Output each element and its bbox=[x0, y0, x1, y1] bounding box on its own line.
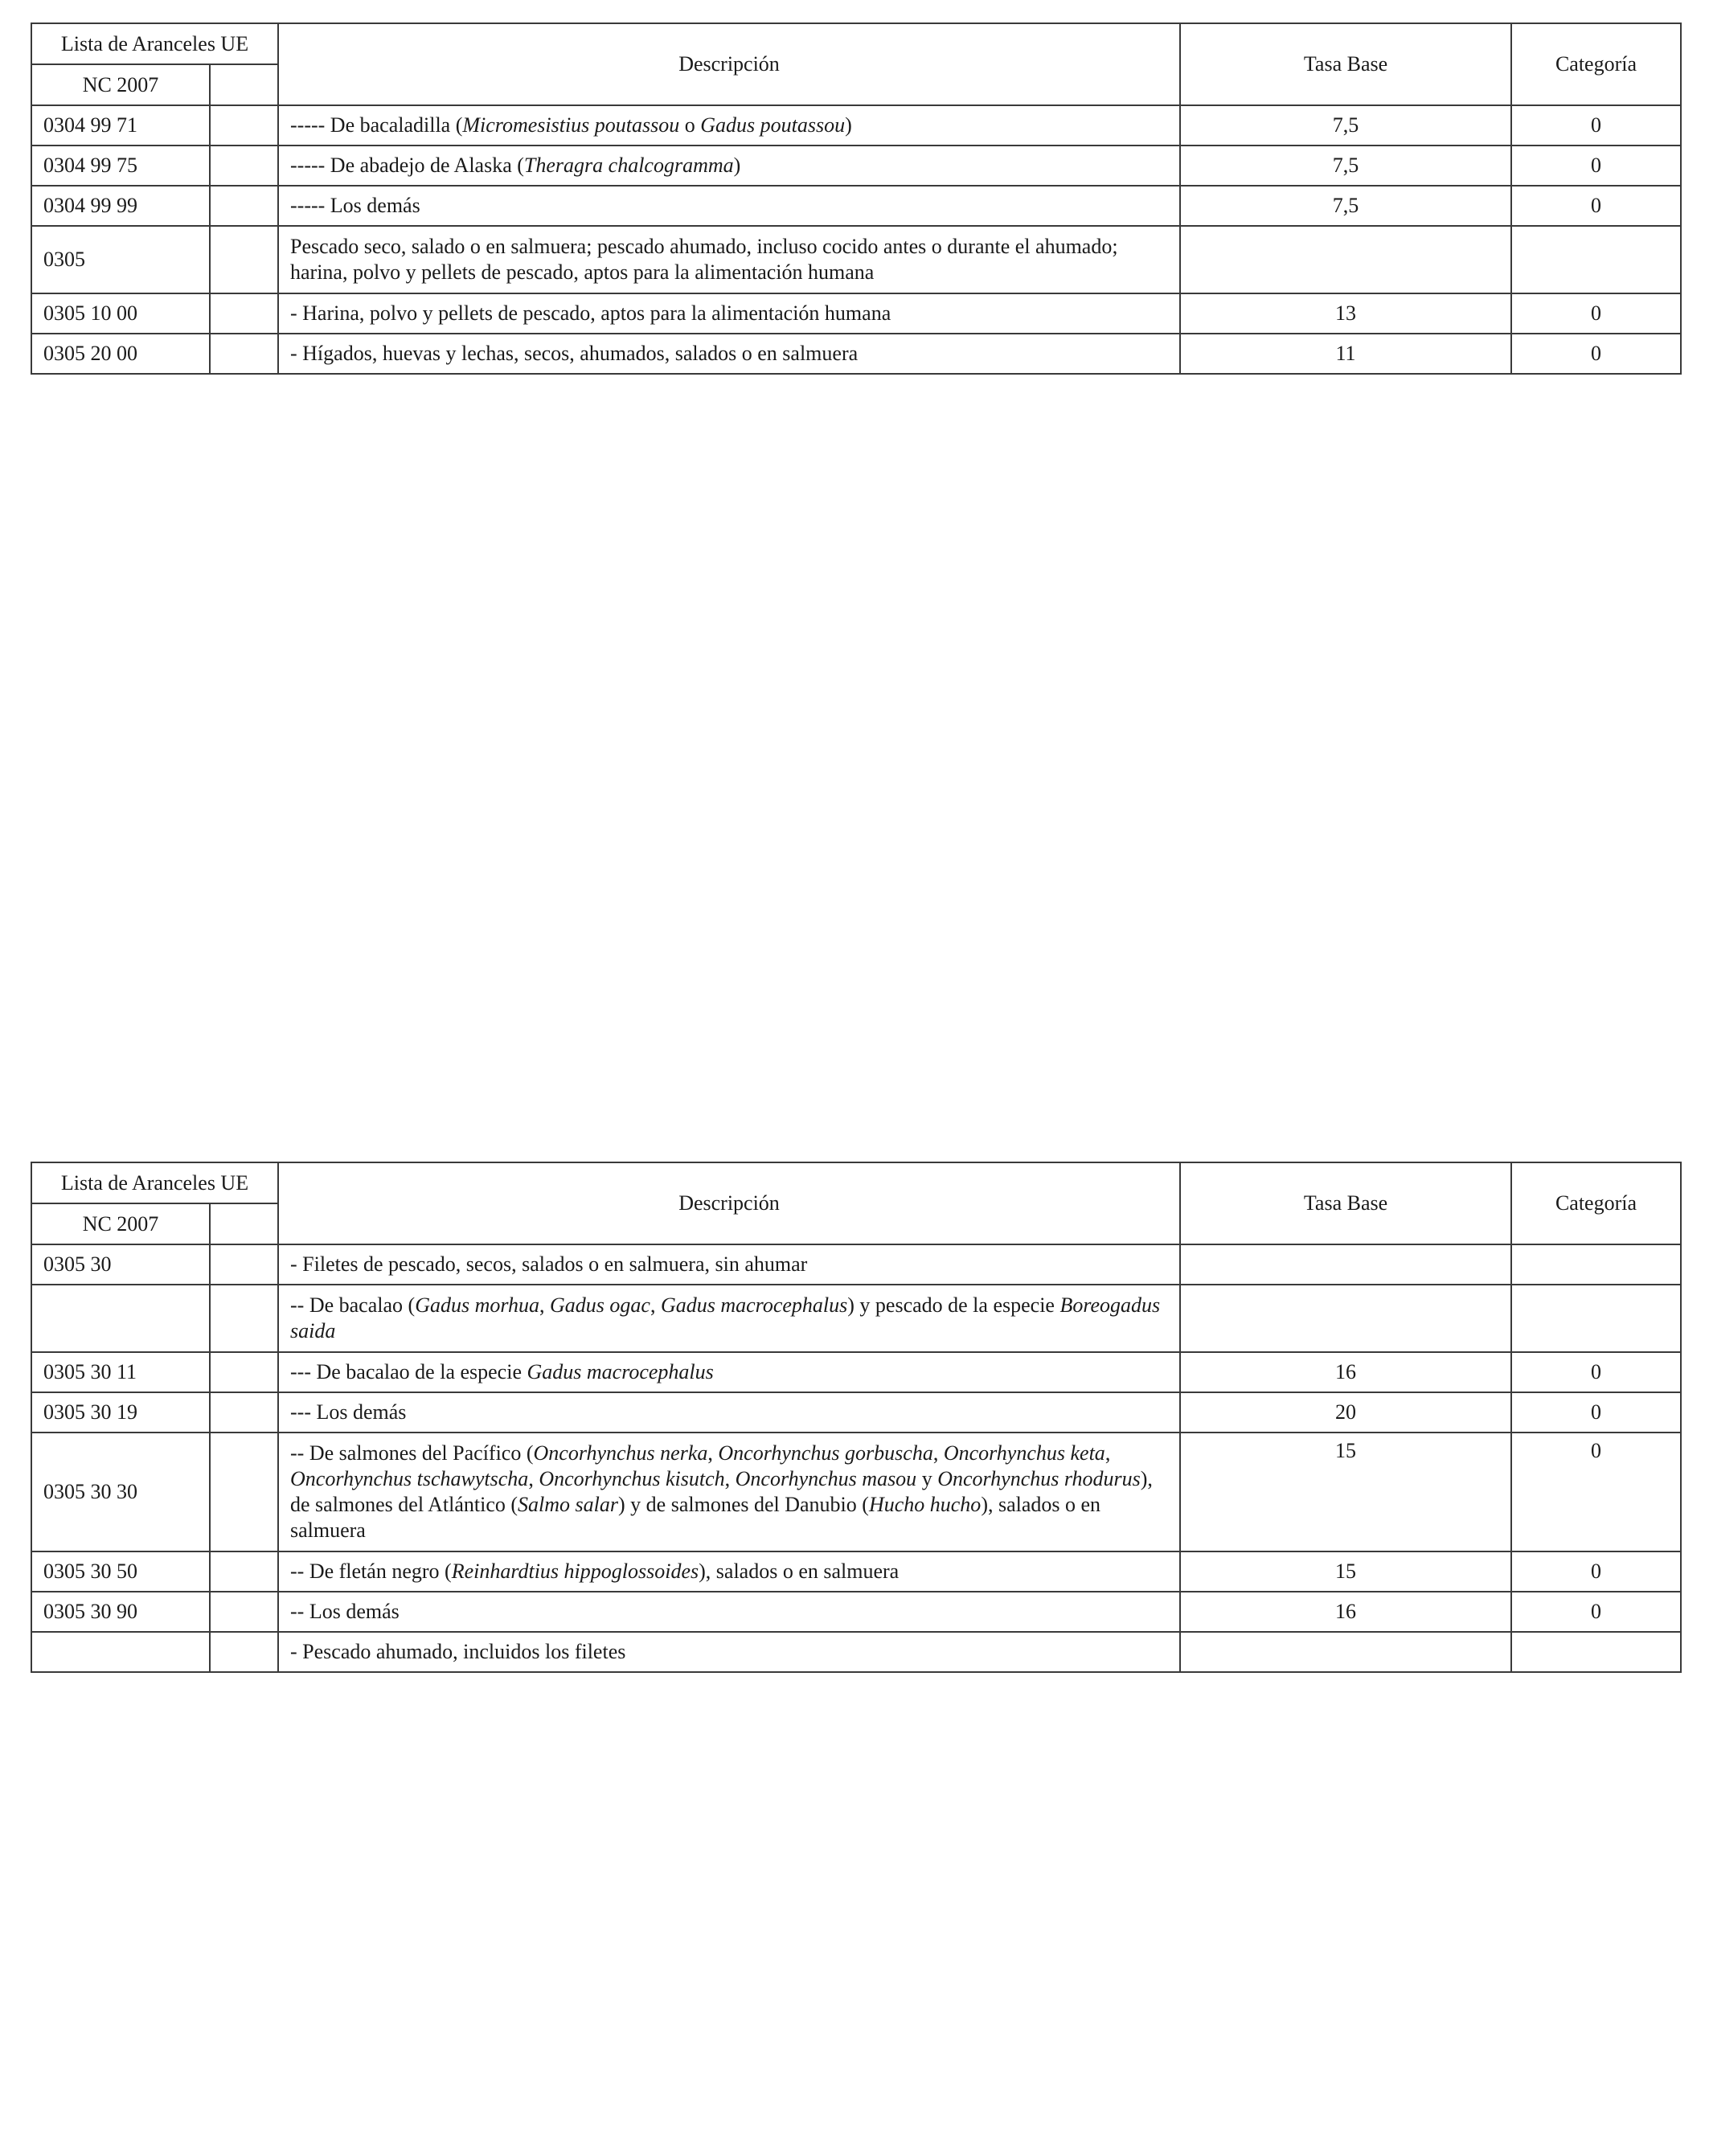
code-cell: 0305 30 19 bbox=[31, 1392, 210, 1433]
header-description: Descripción bbox=[278, 1162, 1180, 1244]
category-cell: 0 bbox=[1511, 186, 1681, 226]
rate-cell bbox=[1180, 1632, 1511, 1672]
rate-cell: 16 bbox=[1180, 1352, 1511, 1392]
table-row bbox=[31, 1551, 1681, 1592]
header-description: Descripción bbox=[278, 23, 1180, 105]
table-row bbox=[31, 146, 1681, 186]
description-cell: ----- De bacaladilla (Micromesistius poutassou o Gadus poutassou) bbox=[278, 105, 1180, 146]
code-cell: 0305 30 50 bbox=[31, 1551, 210, 1592]
header-nc: NC 2007 bbox=[31, 64, 210, 105]
description-cell: - Hígados, huevas y lechas, secos, ahumados, salados o en salmuera bbox=[278, 334, 1180, 374]
description-cell: -- Los demás bbox=[278, 1592, 1180, 1632]
blank-cell bbox=[210, 1592, 278, 1632]
description-cell: - Pescado ahumado, incluidos los filetes bbox=[278, 1632, 1180, 1672]
code-cell: 0304 99 75 bbox=[31, 146, 210, 186]
category-cell: 0 bbox=[1511, 334, 1681, 374]
table-row bbox=[31, 105, 1681, 146]
code-cell: 0305 30 30 bbox=[31, 1433, 210, 1551]
blank-cell bbox=[210, 186, 278, 226]
code-cell: 0304 99 99 bbox=[31, 186, 210, 226]
description-cell: --- Los demás bbox=[278, 1392, 1180, 1433]
rate-cell: 7,5 bbox=[1180, 186, 1511, 226]
description-cell: - Harina, polvo y pellets de pescado, aptos para la alimentación humana bbox=[278, 293, 1180, 334]
category-cell: 0 bbox=[1511, 146, 1681, 186]
code-cell: 0305 30 11 bbox=[31, 1352, 210, 1392]
table-row bbox=[31, 1433, 1681, 1551]
description-cell: -- De salmones del Pacífico (Oncorhynchus nerka, Oncorhynchus gorbuscha, Oncorhynchus keta, Oncorhynchus tschawytscha, Oncorhynchus kisutch, Oncorhynchus masou y Oncorhynchus rhodurus), de salmones del Atlántico (Salmo salar) y de salmones del Danubio (Hucho hucho), salados o en salmuera bbox=[278, 1433, 1180, 1551]
description-cell: ----- De abadejo de Alaska (Theragra chalcogramma) bbox=[278, 146, 1180, 186]
header-category: Categoría bbox=[1511, 1162, 1681, 1244]
code-cell: 0304 99 71 bbox=[31, 105, 210, 146]
blank-cell bbox=[210, 226, 278, 293]
description-cell: - Filetes de pescado, secos, salados o en salmuera, sin ahumar bbox=[278, 1244, 1180, 1285]
header-list: Lista de Aranceles UE bbox=[31, 1162, 278, 1203]
rate-cell: 16 bbox=[1180, 1592, 1511, 1632]
rate-cell bbox=[1180, 226, 1511, 293]
rate-cell: 15 bbox=[1180, 1433, 1511, 1551]
blank-cell bbox=[210, 146, 278, 186]
code-cell bbox=[31, 1285, 210, 1352]
header-list: Lista de Aranceles UE bbox=[31, 23, 278, 64]
category-cell: 0 bbox=[1511, 1592, 1681, 1632]
blank-cell bbox=[210, 1433, 278, 1551]
rate-cell: 15 bbox=[1180, 1551, 1511, 1592]
header-base-rate: Tasa Base bbox=[1180, 23, 1511, 105]
rate-cell: 20 bbox=[1180, 1392, 1511, 1433]
category-cell: 0 bbox=[1511, 293, 1681, 334]
description-cell: --- De bacalao de la especie Gadus macrocephalus bbox=[278, 1352, 1180, 1392]
table-row bbox=[31, 1244, 1681, 1285]
description-cell: Pescado seco, salado o en salmuera; pescado ahumado, incluso cocido antes o durante el ahumado; harina, polvo y pellets de pescado, aptos para la alimentación humana bbox=[278, 226, 1180, 293]
category-cell: 0 bbox=[1511, 1352, 1681, 1392]
category-cell bbox=[1511, 1244, 1681, 1285]
category-cell: 0 bbox=[1511, 1433, 1681, 1551]
blank-cell bbox=[210, 1285, 278, 1352]
header-base-rate: Tasa Base bbox=[1180, 1162, 1511, 1244]
code-cell: 0305 30 bbox=[31, 1244, 210, 1285]
blank-cell bbox=[210, 293, 278, 334]
table-row bbox=[31, 1392, 1681, 1433]
code-cell: 0305 20 00 bbox=[31, 334, 210, 374]
rate-cell: 13 bbox=[1180, 293, 1511, 334]
rate-cell: 7,5 bbox=[1180, 146, 1511, 186]
header-blank bbox=[210, 64, 278, 105]
category-cell bbox=[1511, 1285, 1681, 1352]
rate-cell bbox=[1180, 1285, 1511, 1352]
rate-cell: 7,5 bbox=[1180, 105, 1511, 146]
header-blank bbox=[210, 1203, 278, 1244]
blank-cell bbox=[210, 1244, 278, 1285]
category-cell: 0 bbox=[1511, 1551, 1681, 1592]
table-row bbox=[31, 334, 1681, 374]
blank-cell bbox=[210, 1352, 278, 1392]
table-row bbox=[31, 1632, 1681, 1672]
category-cell: 0 bbox=[1511, 105, 1681, 146]
blank-cell bbox=[210, 1551, 278, 1592]
table-row bbox=[31, 226, 1681, 293]
rate-cell bbox=[1180, 1244, 1511, 1285]
blank-cell bbox=[210, 105, 278, 146]
table-row bbox=[31, 1285, 1681, 1352]
blank-cell bbox=[210, 1632, 278, 1672]
code-cell bbox=[31, 1632, 210, 1672]
tariff-table-1 bbox=[31, 23, 1682, 375]
description-cell: -- De bacalao (Gadus morhua, Gadus ogac, Gadus macrocephalus) y pescado de la especie Boreogadus saida bbox=[278, 1285, 1180, 1352]
header-category: Categoría bbox=[1511, 23, 1681, 105]
category-cell: 0 bbox=[1511, 1392, 1681, 1433]
category-cell bbox=[1511, 1632, 1681, 1672]
code-cell: 0305 10 00 bbox=[31, 293, 210, 334]
blank-cell bbox=[210, 334, 278, 374]
code-cell: 0305 bbox=[31, 226, 210, 293]
code-cell: 0305 30 90 bbox=[31, 1592, 210, 1632]
table-row bbox=[31, 1592, 1681, 1632]
rate-cell: 11 bbox=[1180, 334, 1511, 374]
description-cell: -- De fletán negro (Reinhardtius hippoglossoides), salados o en salmuera bbox=[278, 1551, 1180, 1592]
header-nc: NC 2007 bbox=[31, 1203, 210, 1244]
description-cell: ----- Los demás bbox=[278, 186, 1180, 226]
category-cell bbox=[1511, 226, 1681, 293]
blank-cell bbox=[210, 1392, 278, 1433]
table-row bbox=[31, 186, 1681, 226]
tariff-table-2 bbox=[31, 1162, 1682, 1673]
table-row bbox=[31, 293, 1681, 334]
table-row bbox=[31, 1352, 1681, 1392]
